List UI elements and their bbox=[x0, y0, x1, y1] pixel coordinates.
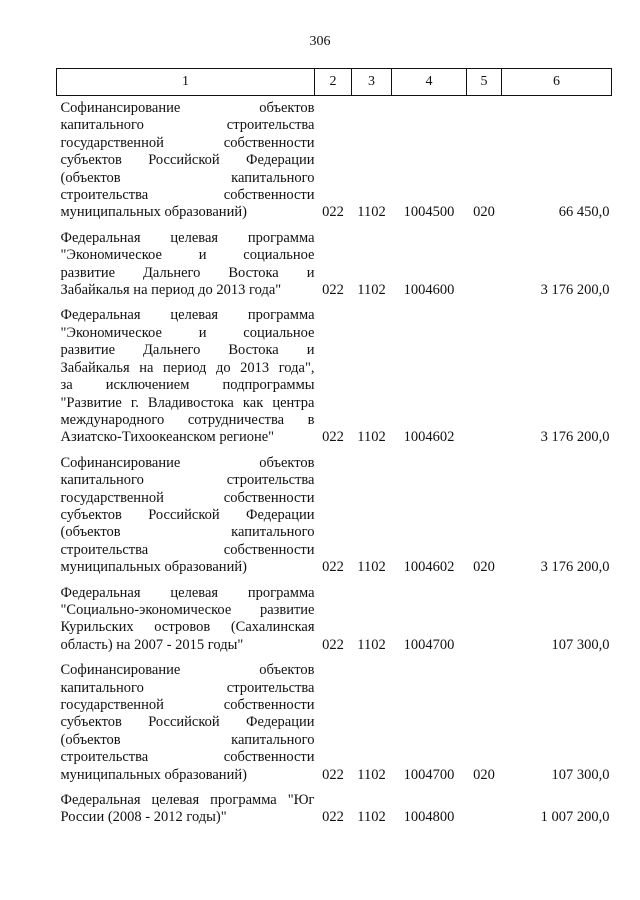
target-code-cell: 1004700 bbox=[403, 766, 455, 783]
header-cell-target: 4 bbox=[392, 69, 467, 96]
expense-name-line: государственной собственности bbox=[60, 489, 315, 506]
expense-name-line: Федеральная целевая программа bbox=[60, 307, 315, 324]
expense-name-line: Федеральная целевая программа "Юг bbox=[60, 792, 315, 809]
section-code-cell: 1102 bbox=[357, 766, 386, 783]
table-header bbox=[57, 69, 612, 96]
expense-name-line: развитие Дальнего Востока и bbox=[60, 264, 315, 281]
table-row bbox=[57, 786, 612, 829]
target-code-cell: 1004602 bbox=[403, 559, 455, 576]
expense-name-line: Софинансирование объектов bbox=[60, 662, 315, 679]
expense-name-line: (объектов капитального bbox=[60, 731, 315, 748]
expense-name-cell bbox=[57, 579, 315, 657]
page-number: 306 bbox=[309, 34, 331, 49]
expense-name-line: России (2008 - 2012 годы)" bbox=[60, 809, 227, 826]
ministry-code-cell: 022 bbox=[322, 636, 344, 653]
expense-type-cell: 020 bbox=[473, 766, 495, 783]
expense-name-line: Азиатско-Тихоокеанском регионе" bbox=[60, 429, 275, 446]
expense-name-line: субъектов Российской Федерации bbox=[60, 714, 315, 731]
expense-name-cell bbox=[57, 224, 315, 302]
ministry-code-cell: 022 bbox=[322, 766, 344, 783]
expense-name-line: государственной собственности bbox=[60, 697, 315, 713]
expense-name-line: муниципальных образований) bbox=[60, 766, 247, 783]
amount-cell: 3 176 200,0 bbox=[540, 282, 610, 299]
section-code-cell: 1102 bbox=[357, 204, 386, 221]
header-cell-amount: 6 bbox=[502, 69, 612, 96]
amount-cell: 66 450,0 bbox=[558, 204, 610, 221]
amount-cell: 1 007 200,0 bbox=[540, 809, 610, 826]
table-body bbox=[57, 96, 612, 829]
expense-name-line: Курильских островов (Сахалинская bbox=[60, 619, 315, 636]
amount-cell: 3 176 200,0 bbox=[540, 559, 610, 576]
target-code-cell: 1004500 bbox=[403, 204, 455, 221]
expense-type-cell: 020 bbox=[473, 204, 495, 221]
expense-name-line: область) на 2007 - 2015 годы" bbox=[60, 636, 244, 653]
target-code-cell: 1004700 bbox=[403, 636, 455, 653]
amount-cell: 107 300,0 bbox=[551, 766, 610, 783]
expense-name-line: строительства собственности bbox=[60, 187, 315, 204]
expense-name-line: государственной собственности bbox=[60, 134, 315, 151]
budget-table bbox=[56, 68, 612, 829]
expense-type-cell bbox=[467, 579, 502, 657]
expense-type-cell bbox=[467, 224, 502, 302]
expense-name-cell bbox=[57, 786, 315, 829]
header-cell-section: 3 bbox=[352, 69, 392, 96]
expense-name-line: "Экономическое и социальное bbox=[60, 324, 315, 341]
expense-name-line: Софинансирование объектов bbox=[60, 100, 315, 116]
section-code-cell: 1102 bbox=[357, 636, 386, 653]
table-row bbox=[57, 449, 612, 579]
expense-name-line: строительства собственности bbox=[60, 749, 315, 766]
expense-name-line: "Развитие г. Владивостока как центра bbox=[60, 394, 315, 411]
table-row bbox=[57, 656, 612, 786]
header-row bbox=[57, 69, 612, 96]
table-row bbox=[57, 96, 612, 224]
expense-type-cell bbox=[467, 786, 502, 829]
table-row bbox=[57, 301, 612, 448]
header-cell-type: 5 bbox=[467, 69, 502, 96]
ministry-code-cell: 022 bbox=[322, 809, 344, 826]
expense-name-cell bbox=[57, 656, 315, 786]
expense-name-line: (объектов капитального bbox=[60, 524, 315, 541]
expense-name-line: Забайкалья на период до 2013 года" bbox=[60, 282, 282, 299]
expense-name-line: капитального строительства bbox=[60, 472, 315, 489]
target-code-cell: 1004800 bbox=[403, 809, 455, 826]
amount-cell: 3 176 200,0 bbox=[540, 429, 610, 446]
ministry-code-cell: 022 bbox=[322, 429, 344, 446]
target-code-cell: 1004600 bbox=[403, 282, 455, 299]
expense-name-line: муниципальных образований) bbox=[60, 204, 247, 221]
section-code-cell: 1102 bbox=[357, 429, 386, 446]
expense-name-line: Забайкалья на период до 2013 года", bbox=[60, 359, 315, 376]
expense-name-line: субъектов Российской Федерации bbox=[60, 506, 315, 523]
expense-name-line: строительства собственности bbox=[60, 541, 315, 558]
expense-name-line: (объектов капитального bbox=[60, 169, 315, 186]
expense-name-line: муниципальных образований) bbox=[60, 559, 247, 576]
expense-name-line: "Социально-экономическое развитие bbox=[60, 601, 315, 618]
expense-name-cell bbox=[57, 301, 315, 448]
ministry-code-cell: 022 bbox=[322, 204, 344, 221]
amount-cell: 107 300,0 bbox=[551, 636, 610, 653]
header-cell-name: 1 bbox=[57, 69, 315, 96]
target-code-cell: 1004602 bbox=[403, 429, 455, 446]
table-row bbox=[57, 579, 612, 657]
ministry-code-cell: 022 bbox=[322, 282, 344, 299]
expense-name-cell bbox=[57, 96, 315, 224]
expense-name-line: за исключением подпрограммы bbox=[60, 377, 315, 394]
expense-name-line: международного сотрудничества в bbox=[60, 411, 315, 428]
section-code-cell: 1102 bbox=[357, 282, 386, 299]
expense-name-line: капитального строительства bbox=[60, 117, 315, 134]
ministry-code-cell: 022 bbox=[322, 559, 344, 576]
expense-name-line: развитие Дальнего Востока и bbox=[60, 342, 315, 359]
expense-name-cell bbox=[57, 449, 315, 579]
expense-name-line: Федеральная целевая программа bbox=[60, 584, 315, 601]
header-cell-ministry: 2 bbox=[315, 69, 352, 96]
expense-name-line: Федеральная целевая программа bbox=[60, 229, 315, 246]
expense-name-line: Софинансирование объектов bbox=[60, 454, 315, 471]
table-row bbox=[57, 224, 612, 302]
expense-type-cell bbox=[467, 301, 502, 448]
expense-name-line: капитального строительства bbox=[60, 679, 315, 696]
expense-name-line: "Экономическое и социальное bbox=[60, 247, 315, 264]
expense-name-line: субъектов Российской Федерации bbox=[60, 152, 315, 169]
section-code-cell: 1102 bbox=[357, 809, 386, 826]
expense-type-cell: 020 bbox=[473, 559, 495, 576]
section-code-cell: 1102 bbox=[357, 559, 386, 576]
